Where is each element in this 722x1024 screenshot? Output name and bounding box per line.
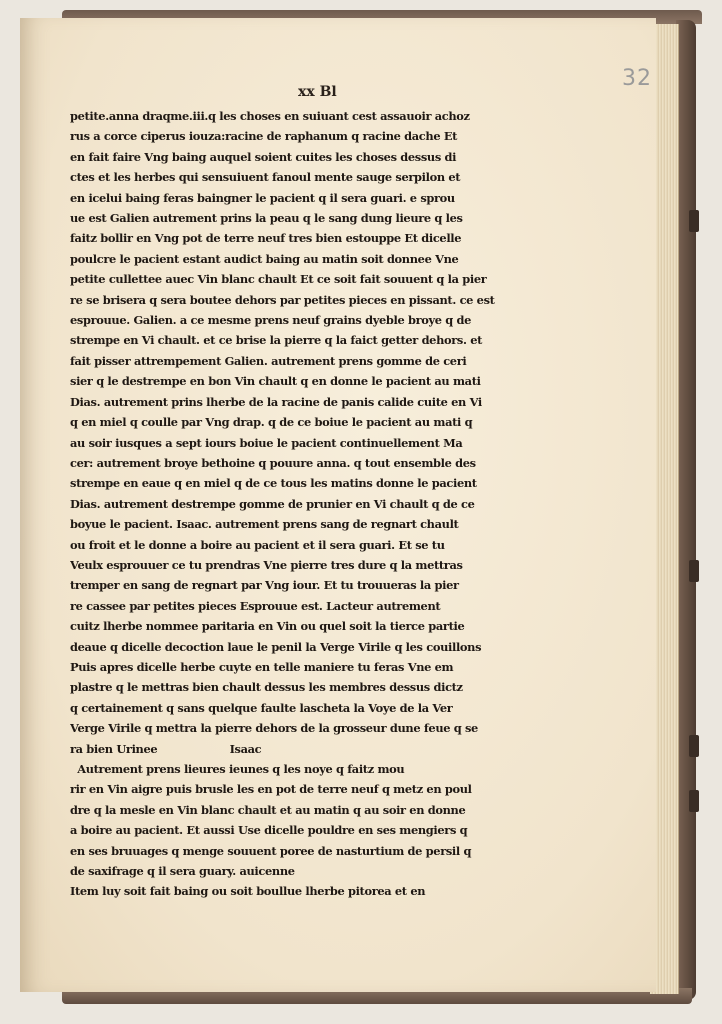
text-line: ctes et les herbes qui sensuiuent fanoul mente sauge serpilon et — [70, 170, 461, 185]
text-line: q certainement q sans quelque faulte lascheta la Voye de la Ver — [70, 700, 453, 715]
text-line: Verge Virile q mettra la pierre dehors de la grosseur dune feue q se — [70, 721, 478, 736]
text-line: en fait faire Vng baing auquel soient cuites les choses dessus di — [70, 149, 457, 164]
page-tab-marker — [689, 735, 699, 757]
text-line: boyue le pacient. Isaac. autrement prens sang de regnart chault — [70, 517, 459, 532]
page-tab-marker — [689, 790, 699, 812]
text-line: re cassee par petites pieces Esprouue est. Lacteur autrement — [70, 598, 441, 613]
text-block — [70, 106, 518, 902]
text-line: au soir iusques a sept iours boiue le pacient continuellement Ma — [70, 435, 463, 450]
folio-number: 32 — [622, 66, 652, 91]
text-line: dre q la mesle en Vin blanc chault et au matin q au soir en donne — [70, 802, 466, 817]
book-cover-edge — [676, 20, 696, 1000]
text-line: Dias. autrement prins lherbe de la racine de panis calide cuite en Vi — [70, 394, 482, 409]
page-tab-marker — [689, 560, 699, 582]
text-line: fait pisser attrempement Galien. autrement prens gomme de ceri — [70, 353, 467, 368]
text-line: faitz bollir en Vng pot de terre neuf tres bien estouppe Et dicelle — [70, 231, 462, 246]
text-line: petite.anna draqme.iii.q les choses en suiuant cest assauoir achoz — [70, 109, 470, 123]
text-line: ra bien Urinee Isaac — [70, 741, 262, 756]
text-line: poulcre le pacient estant audict baing au matin soit donnee Vne — [70, 251, 459, 266]
text-line: ou froit et le donne a boire au pacient et il sera guari. Et se tu — [70, 537, 445, 552]
text-line: esprouue. Galien. a ce mesme prens neuf grains dyeble broye q de — [70, 313, 472, 328]
text-line: plastre q le mettras bien chault dessus les membres dessus dictz — [70, 680, 463, 695]
text-line: Dias. autrement destrempe gomme de prunier en Vi chault q de ce — [70, 496, 475, 511]
text-line: de saxifrage q il sera guary. auicenne — [70, 864, 295, 879]
text-line: cuitz lherbe nommee paritaria en Vin ou quel soit la tierce partie — [70, 619, 465, 634]
text-line: cer: autrement broye bethoine q pouure anna. q tout ensemble des — [70, 455, 476, 470]
text-line: sier q le destrempe en bon Vin chault q en donne le pacient au mati — [70, 374, 481, 389]
page-signature: xx Bl — [298, 84, 337, 100]
text-line: en ses bruuages q menge souuent poree de nasturtium de persil q — [70, 843, 472, 858]
text-line: rus a corce ciperus iouza:racine de raphanum q racine dache Et — [70, 129, 458, 144]
text-line: a boire au pacient. Et aussi Use dicelle pouldre en ses mengiers q — [70, 823, 468, 838]
text-line: petite cullettee auec Vin blanc chault Et ce soit fait souuent q la pier — [70, 272, 487, 287]
text-line: tremper en sang de regnart par Vng iour. Et tu trouueras la pier — [70, 578, 459, 593]
text-line: Puis apres dicelle herbe cuyte en telle maniere tu feras Vne em — [70, 659, 454, 674]
manuscript-page — [20, 18, 656, 992]
text-line: Item luy soit fait baing ou soit boullue lherbe pitorea et en — [70, 884, 426, 899]
text-line: Veulx esprouuer ce tu prendras Vne pierre tres dure q la mettras — [70, 557, 463, 572]
text-line: en icelui baing feras baingner le pacient q il sera guari. e sprou — [70, 190, 455, 205]
text-line: ue est Galien autrement prins la peau q le sang dung lieure q les — [70, 211, 463, 226]
text-line: q en miel q coulle par Vng drap. q de ce boiue le pacient au mati q — [70, 415, 473, 430]
page-tab-marker — [689, 210, 699, 232]
text-line: rir en Vin aigre puis brusle les en pot de terre neuf q metz en poul — [70, 782, 472, 797]
text-line: strempe en Vi chault. et ce brise la pierre q la faict getter dehors. et — [70, 333, 483, 348]
text-line: strempe en eaue q en miel q de ce tous les matins donne le pacient — [70, 476, 477, 491]
text-line: deaue q dicelle decoction laue le penil la Verge Virile q les couillons — [70, 639, 482, 654]
text-line: re se brisera q sera boutee dehors par petites pieces en pissant. ce est — [70, 292, 495, 307]
text-line: Autrement prens lieures ieunes q les noye q faitz mou — [70, 762, 405, 776]
